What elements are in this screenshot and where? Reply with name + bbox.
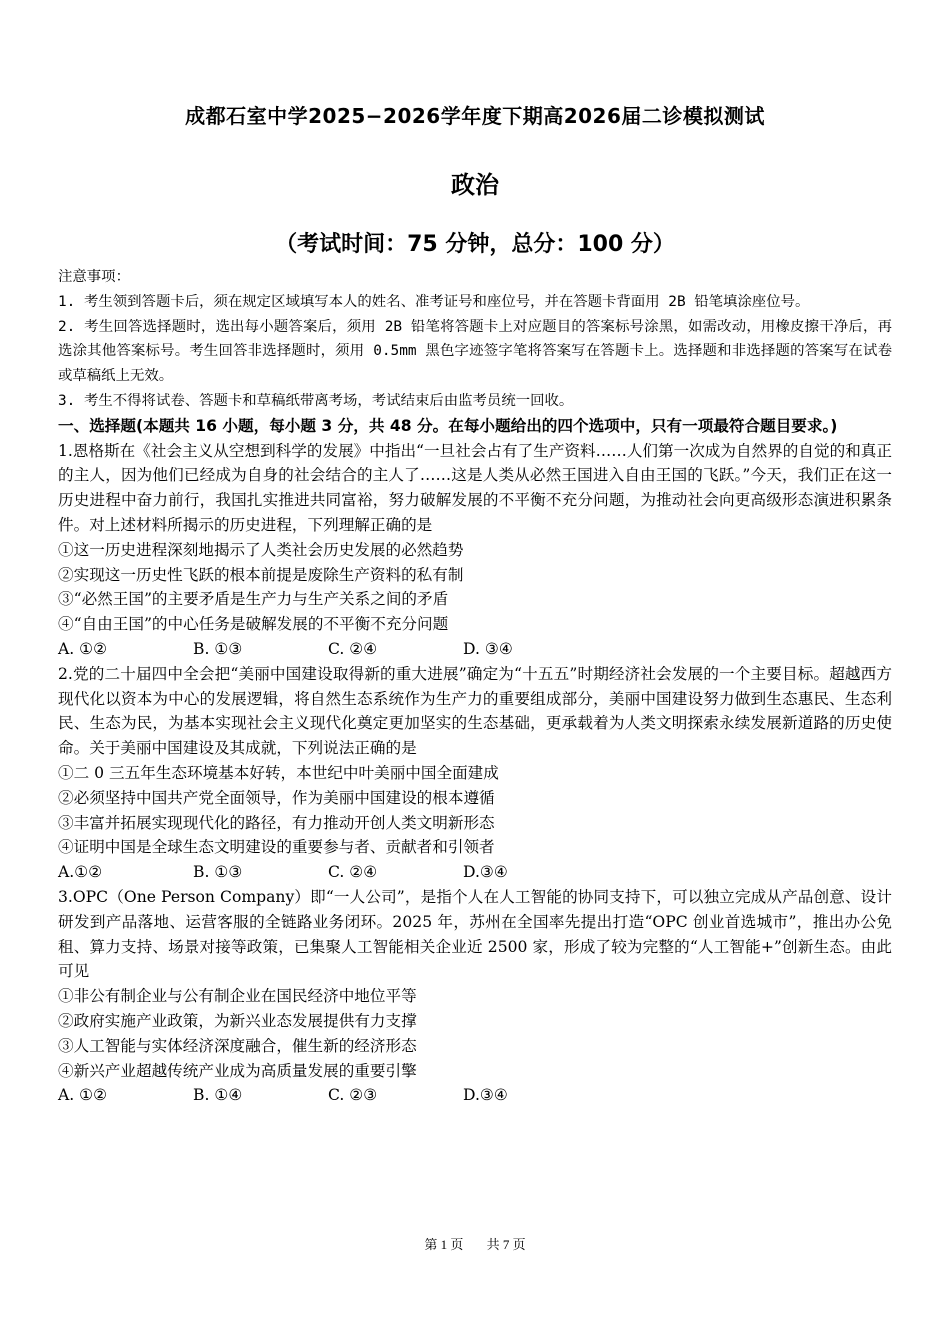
notes-heading: 注意事项： (58, 269, 130, 285)
page-footer (0, 1234, 950, 1253)
option-c: C. ②④ (328, 863, 378, 882)
option-b: B. ①③ (193, 639, 243, 658)
statement: ④新兴产业超越传统产业成为高质量发展的重要引擎 (58, 1061, 417, 1080)
statement: ④“自由王国”的中心任务是破解发展的不平衡不充分问题 (58, 615, 449, 634)
question-stem: 3.OPC（One Person Company）即“一人公司”，是指个人在人工智能的协同支持下，可以独立完成从产品创意、设计研发到产品落地、运营客服的全链路业务闭环。2025 年，苏州在全国率先提出打造“OPC 创业首选城市”，推出办公免租、算力支持、场景对接等政策，已集聚人工智能相关企业近 2500 家，形成了较为完整的“人工智能+”创新生态。由此可见 (58, 887, 892, 981)
option-d: D. ③④ (463, 639, 513, 658)
note-item: 2. 考生回答选择题时，选出每小题答案后，须用 2B 铅笔将答题卡上对应题目的答案标号涂黑，如需改动，用橡皮擦干净后，再选涂其他答案标号。考生回答非选择题时，须用 0.5mm 黑色字迹签字笔将答案写在答题卡上。选择题和非选择题的答案写在试卷 或草稿纸上无效。 (58, 318, 892, 385)
option-b: B. ①④ (193, 1086, 243, 1105)
option-d: D.③④ (463, 863, 508, 882)
question-stem: 2.党的二十届四中全会把“美丽中国建设取得新的重大进展”确定为“十五五”时期经济社会发展的一个主要目标。超越西方现代化以资本为中心的发展逻辑，将自然生态系统作为生产力的重要组成部分，美丽中国建设努力做到生态惠民、生态利民、生态为民，为基本实现社会主义现代化奠定更加坚实的生态基础，更承载着为人类文明探索永续发展新道路的历史使命。关于美丽中国建设及其成就，下列说法正确的是 (58, 664, 892, 758)
statement: ②实现这一历史性飞跃的根本前提是废除生产资料的私有制 (58, 565, 464, 584)
answer-options (58, 1083, 892, 1108)
option-c: C. ②④ (328, 639, 378, 658)
note-item: 1. 考生领到答题卡后，须在规定区域填写本人的姓名、准考证号和座位号，并在答题卡背面用 2B 铅笔填涂座位号。 (58, 293, 810, 310)
question-2 (58, 662, 892, 885)
exam-title: 成都石室中学2025−2026学年度下期高2026届二诊模拟测试 (185, 104, 765, 128)
exam-info: （考试时间：75 分钟，总分：100 分） (275, 232, 675, 257)
option-a: A.①② (58, 863, 103, 882)
statement: ②必须坚持中国共产党全面领导，作为美丽中国建设的根本遵循 (58, 788, 495, 807)
statement: ①二 0 三五年生态环境基本好转，本世纪中叶美丽中国全面建成 (58, 763, 499, 782)
answer-options (58, 637, 892, 662)
statement: ②政府实施产业政策，为新兴业态发展提供有力支撑 (58, 1011, 417, 1030)
section-heading: 一、选择题(本题共 16 小题，每小题 3 分，共 48 分。在每小题给出的四个选项中，只有一项最符合题目要求。) (58, 416, 838, 435)
statement: ③“必然王国”的主要矛盾是生产力与生产关系之间的矛盾 (58, 590, 449, 609)
answer-options (58, 860, 892, 885)
option-b: B. ①③ (193, 863, 243, 882)
statement: ①非公有制企业与公有制企业在国民经济中地位平等 (58, 987, 417, 1006)
option-a: A. ①② (58, 1086, 108, 1105)
notes-block (58, 265, 892, 414)
page-total: 共 7 页 (486, 1237, 526, 1252)
note-item: 3. 考生不得将试卷、答题卡和草稿纸带离考场，考试结束后由监考员统一回收。 (58, 392, 574, 409)
option-a: A. ①② (58, 639, 108, 658)
question-1 (58, 439, 892, 662)
question-stem: 1.恩格斯在《社会主义从空想到科学的发展》中指出“一旦社会占有了生产资料……人们第一次成为自然界的自觉的和真正的主人，因为他们已经成为自身的社会结合的主人了……这是人类从必然王国进入自由王国的飞跃。”今天，我们正在这一历史进程中奋力前行，我国扎实推进共同富裕，努力破解发展的不平衡不充分问题，为推动社会向更高级形态演进积累条件。对上述材料所揭示的历史进程，下列理解正确的是 (58, 441, 892, 534)
subject-title: 政治 (451, 171, 499, 199)
option-c: C. ②③ (328, 1086, 378, 1105)
exam-body (58, 265, 892, 1108)
page-number: 第 1 页 (424, 1237, 464, 1252)
statement: ③人工智能与实体经济深度融合，催生新的经济形态 (58, 1036, 417, 1055)
statement: ③丰富并拓展实现现代化的路径，有力推动开创人类文明新形态 (58, 813, 495, 832)
statement: ①这一历史进程深刻地揭示了人类社会历史发展的必然趋势 (58, 540, 464, 559)
question-3 (58, 885, 892, 1108)
statement: ④证明中国是全球生态文明建设的重要参与者、贡献者和引领者 (58, 838, 495, 857)
option-d: D.③④ (463, 1086, 508, 1105)
